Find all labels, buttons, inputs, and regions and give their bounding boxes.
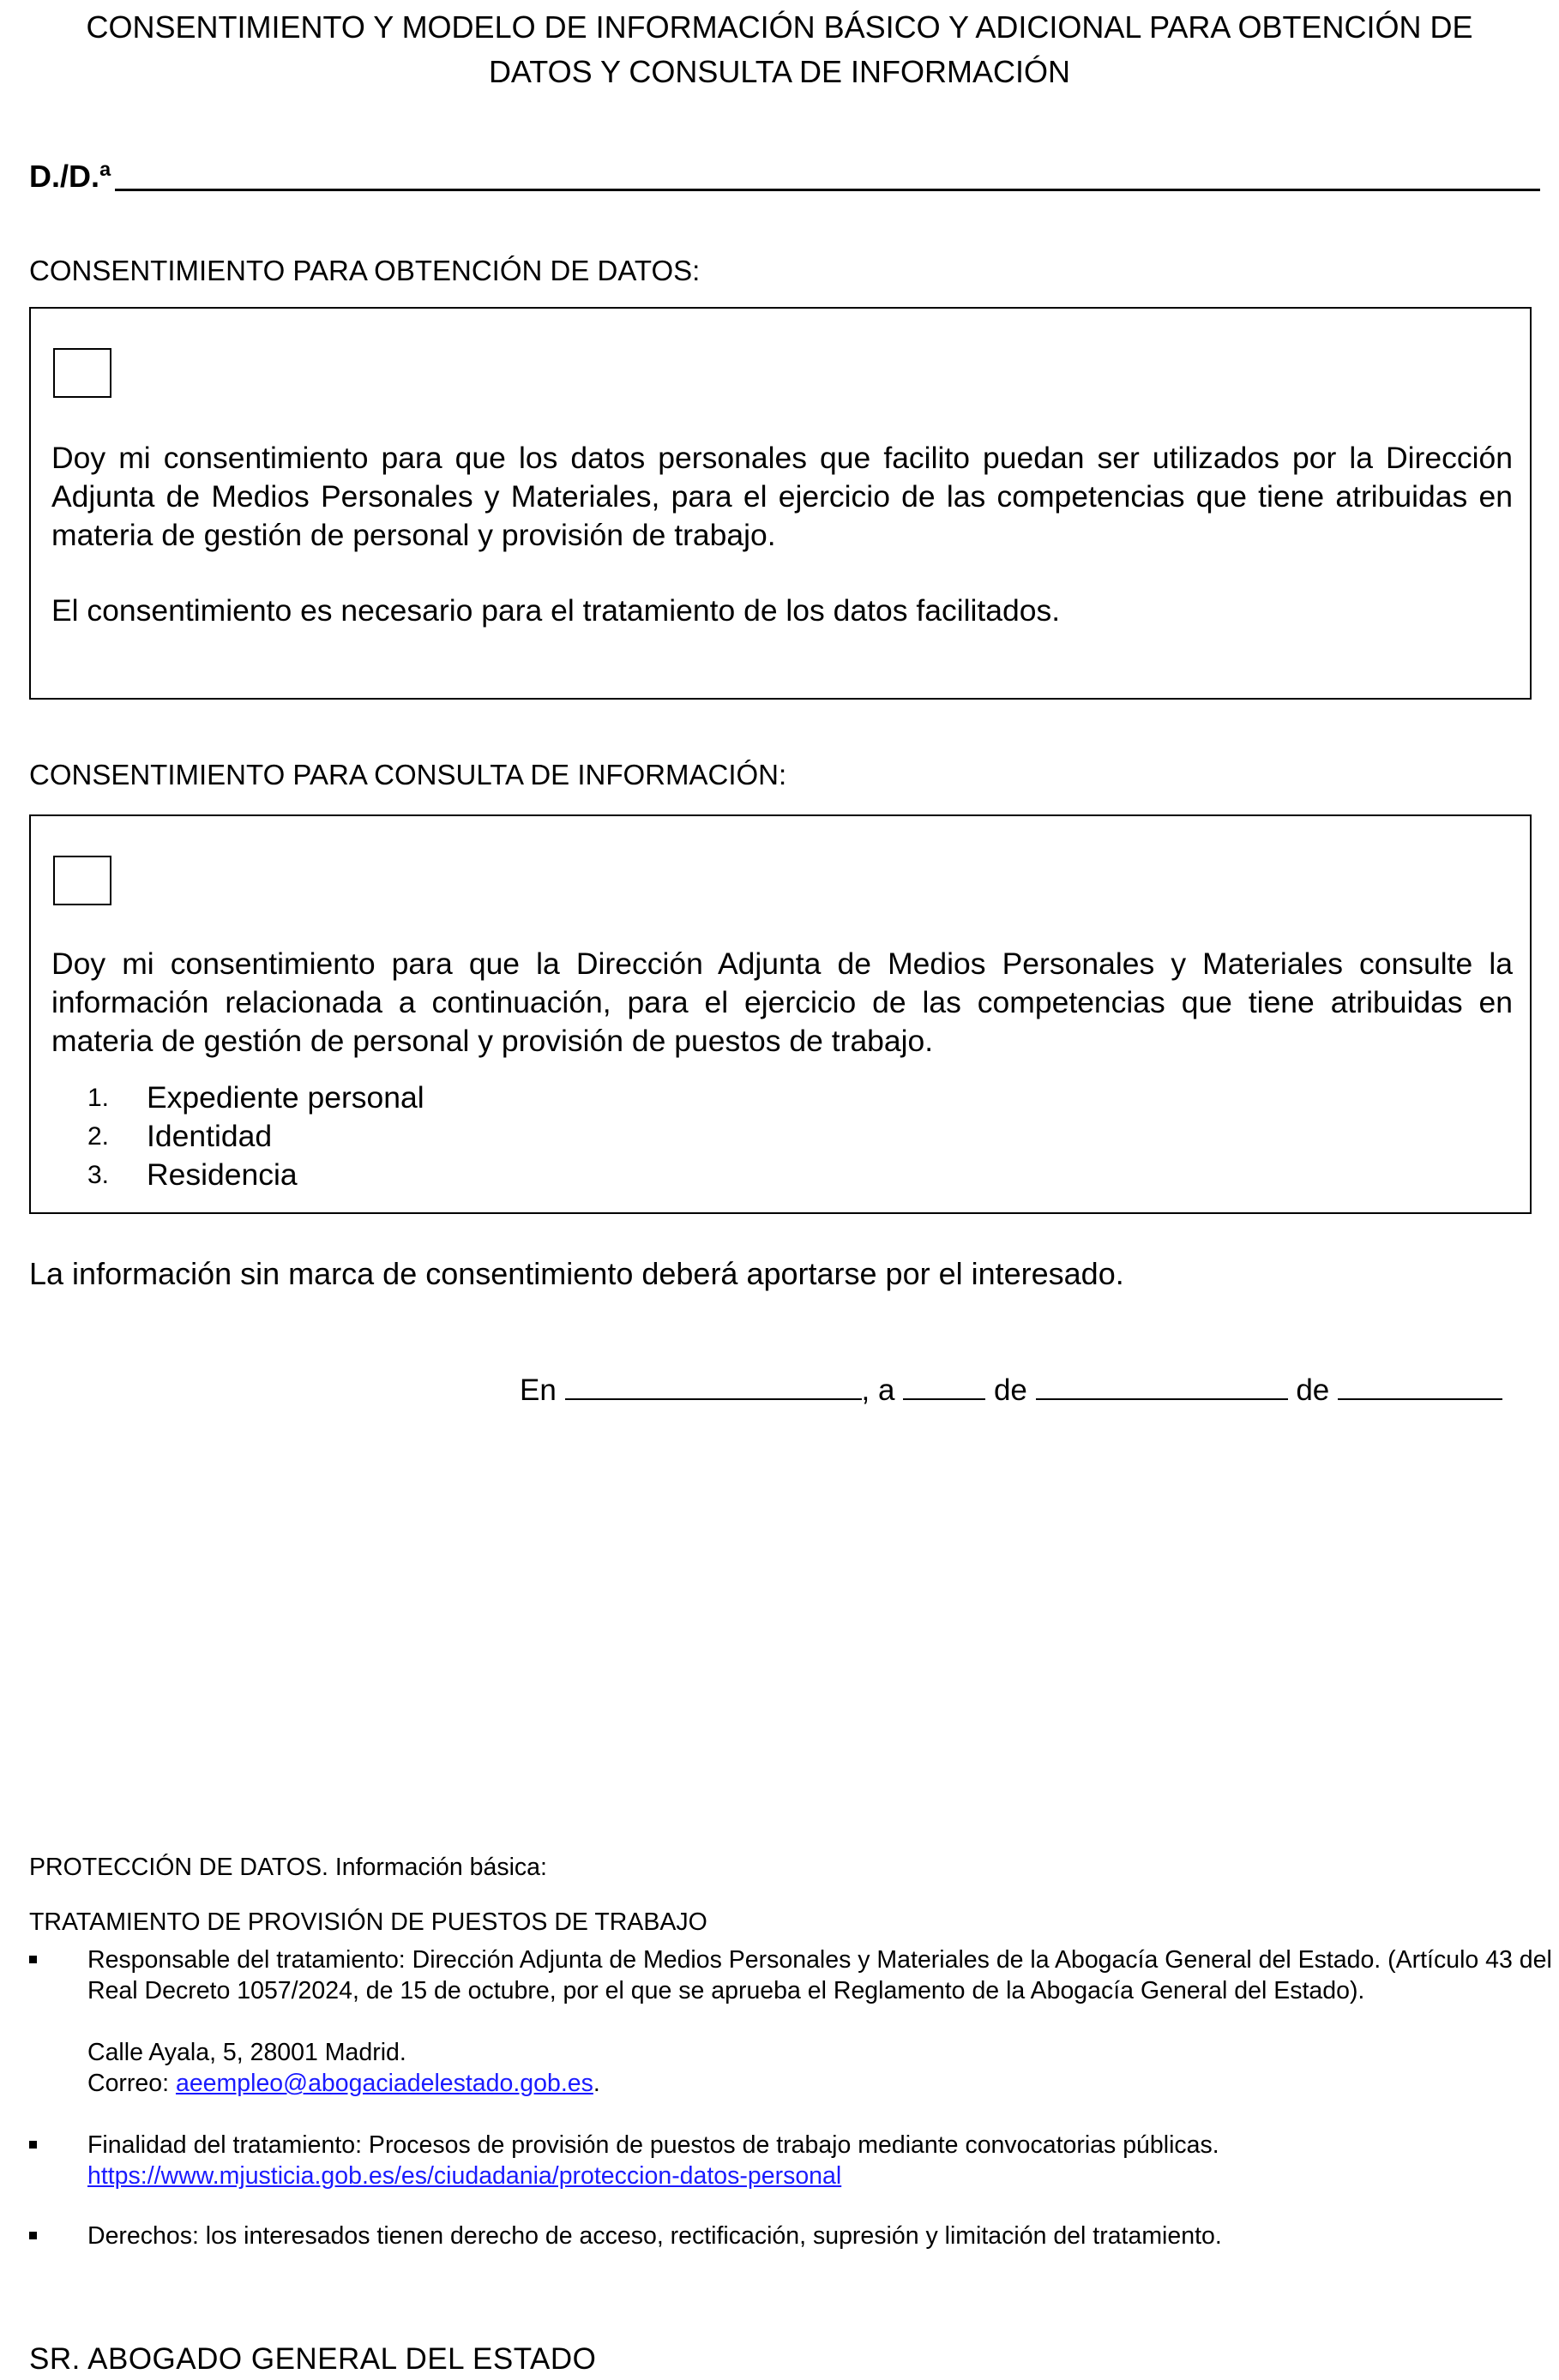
name-field[interactable]	[29, 156, 1540, 197]
list-item-label: Identidad	[147, 1119, 273, 1153]
rights-text: Derechos: los interesados tienen derecho de acceso, rectificación, supresión y limitación del tratamiento.	[87, 2222, 1222, 2250]
title-line-1: CONSENTIMIENTO Y MODELO DE INFORMACIÓN BÁSICO Y ADICIONAL PARA OBTENCIÓN DE	[86, 9, 1473, 45]
data-protection-heading: PROTECCIÓN DE DATOS. Información básica:	[29, 1854, 547, 1881]
date-place-line	[520, 1370, 1502, 1411]
info-consent-paragraph: Doy mi consentimiento para que la Dirección Adjunta de Medios Personales y Materiales consulte la información relacionada a continuación, para el ejercicio de las competencias que tiene atribuidas en materia de gestión de personal y provisión de puestos de trabajo.	[51, 947, 1513, 1058]
missing-info-note: La información sin marca de consentimiento deberá aportarse por el interesado.	[29, 1256, 1124, 1291]
name-field-label: D./D.ª	[29, 159, 111, 194]
list-item	[31, 1079, 424, 1117]
section2-heading: CONSENTIMIENTO PARA CONSULTA DE INFORMACIÓN:	[29, 759, 787, 790]
title-line-2: DATOS Y CONSULTA DE INFORMACIÓN	[488, 54, 1071, 89]
list-item	[31, 1156, 424, 1194]
responsible-text: Responsable del tratamiento: Dirección Adjunta de Medios Personales y Materiales de la Abogacía General del Estado. (Artículo 43 del Real Decreto 1057/2024, de 15 de octubre, por el que se aprueba el Reglamento de la Abogacía General del Estado).	[87, 1946, 1552, 2004]
date-en-label: En	[520, 1373, 557, 1407]
name-field-underline[interactable]	[115, 189, 1540, 191]
list-item-label: Expediente personal	[147, 1080, 424, 1115]
data-consent-checkbox[interactable]	[53, 348, 111, 398]
email-line	[87, 2068, 1559, 2099]
email-link[interactable]: aeempleo@abogaciadelestado.gob.es	[175, 2070, 593, 2097]
list-item-label: Residencia	[147, 1157, 298, 1192]
day-blank[interactable]	[903, 1373, 985, 1400]
date-de-label-1: de	[993, 1373, 1027, 1407]
responsible-item	[29, 1944, 1559, 2099]
bullet-icon	[29, 2141, 37, 2149]
data-consent-note: El consentimiento es necesario para el tratamiento de los datos facilitados.	[51, 593, 1061, 628]
address-text: Calle Ayala, 5, 28001 Madrid.	[87, 2039, 406, 2066]
list-item-number: 1.	[87, 1084, 110, 1112]
purpose-item	[29, 2130, 1559, 2191]
data-protection-list	[29, 1944, 1559, 2251]
closing-addressee: SR. ABOGADO GENERAL DEL ESTADO	[29, 2342, 597, 2376]
data-protection-subheading: TRATAMIENTO DE PROVISIÓN DE PUESTOS DE TRABAJO	[29, 1908, 707, 1936]
list-item	[31, 1117, 424, 1156]
date-a-label: , a	[861, 1373, 895, 1407]
info-list	[31, 1079, 424, 1194]
purpose-link[interactable]: https://www.mjusticia.gob.es/es/ciudadania/proteccion-datos-personal	[87, 2162, 842, 2190]
month-blank[interactable]	[1036, 1373, 1288, 1400]
year-blank[interactable]	[1338, 1373, 1502, 1400]
bullet-icon	[29, 1956, 37, 1963]
place-blank[interactable]	[565, 1373, 862, 1400]
document-title	[0, 5, 1559, 94]
rights-item	[29, 2221, 1559, 2251]
email-label: Correo:	[87, 2070, 170, 2097]
info-consent-box	[29, 814, 1532, 1214]
email-suffix: .	[593, 2070, 600, 2097]
purpose-text: Finalidad del tratamiento: Procesos de provisión de puestos de trabajo mediante convocatorias públicas.	[87, 2131, 1219, 2159]
list-item-number: 3.	[87, 1161, 110, 1189]
section1-heading: CONSENTIMIENTO PARA OBTENCIÓN DE DATOS:	[29, 255, 701, 286]
info-consent-checkbox[interactable]	[53, 856, 111, 905]
data-consent-box	[29, 307, 1532, 700]
bullet-icon	[29, 2232, 37, 2239]
data-consent-paragraph: Doy mi consentimiento para que los datos personales que facilito puedan ser utilizados por la Dirección Adjunta de Medios Personales y Materiales, para el ejercicio de las competencias que tiene atribuidas en materia de gestión de personal y provisión de trabajo.	[51, 441, 1513, 552]
date-de-label-2: de	[1296, 1373, 1330, 1407]
list-item-number: 2.	[87, 1122, 110, 1151]
